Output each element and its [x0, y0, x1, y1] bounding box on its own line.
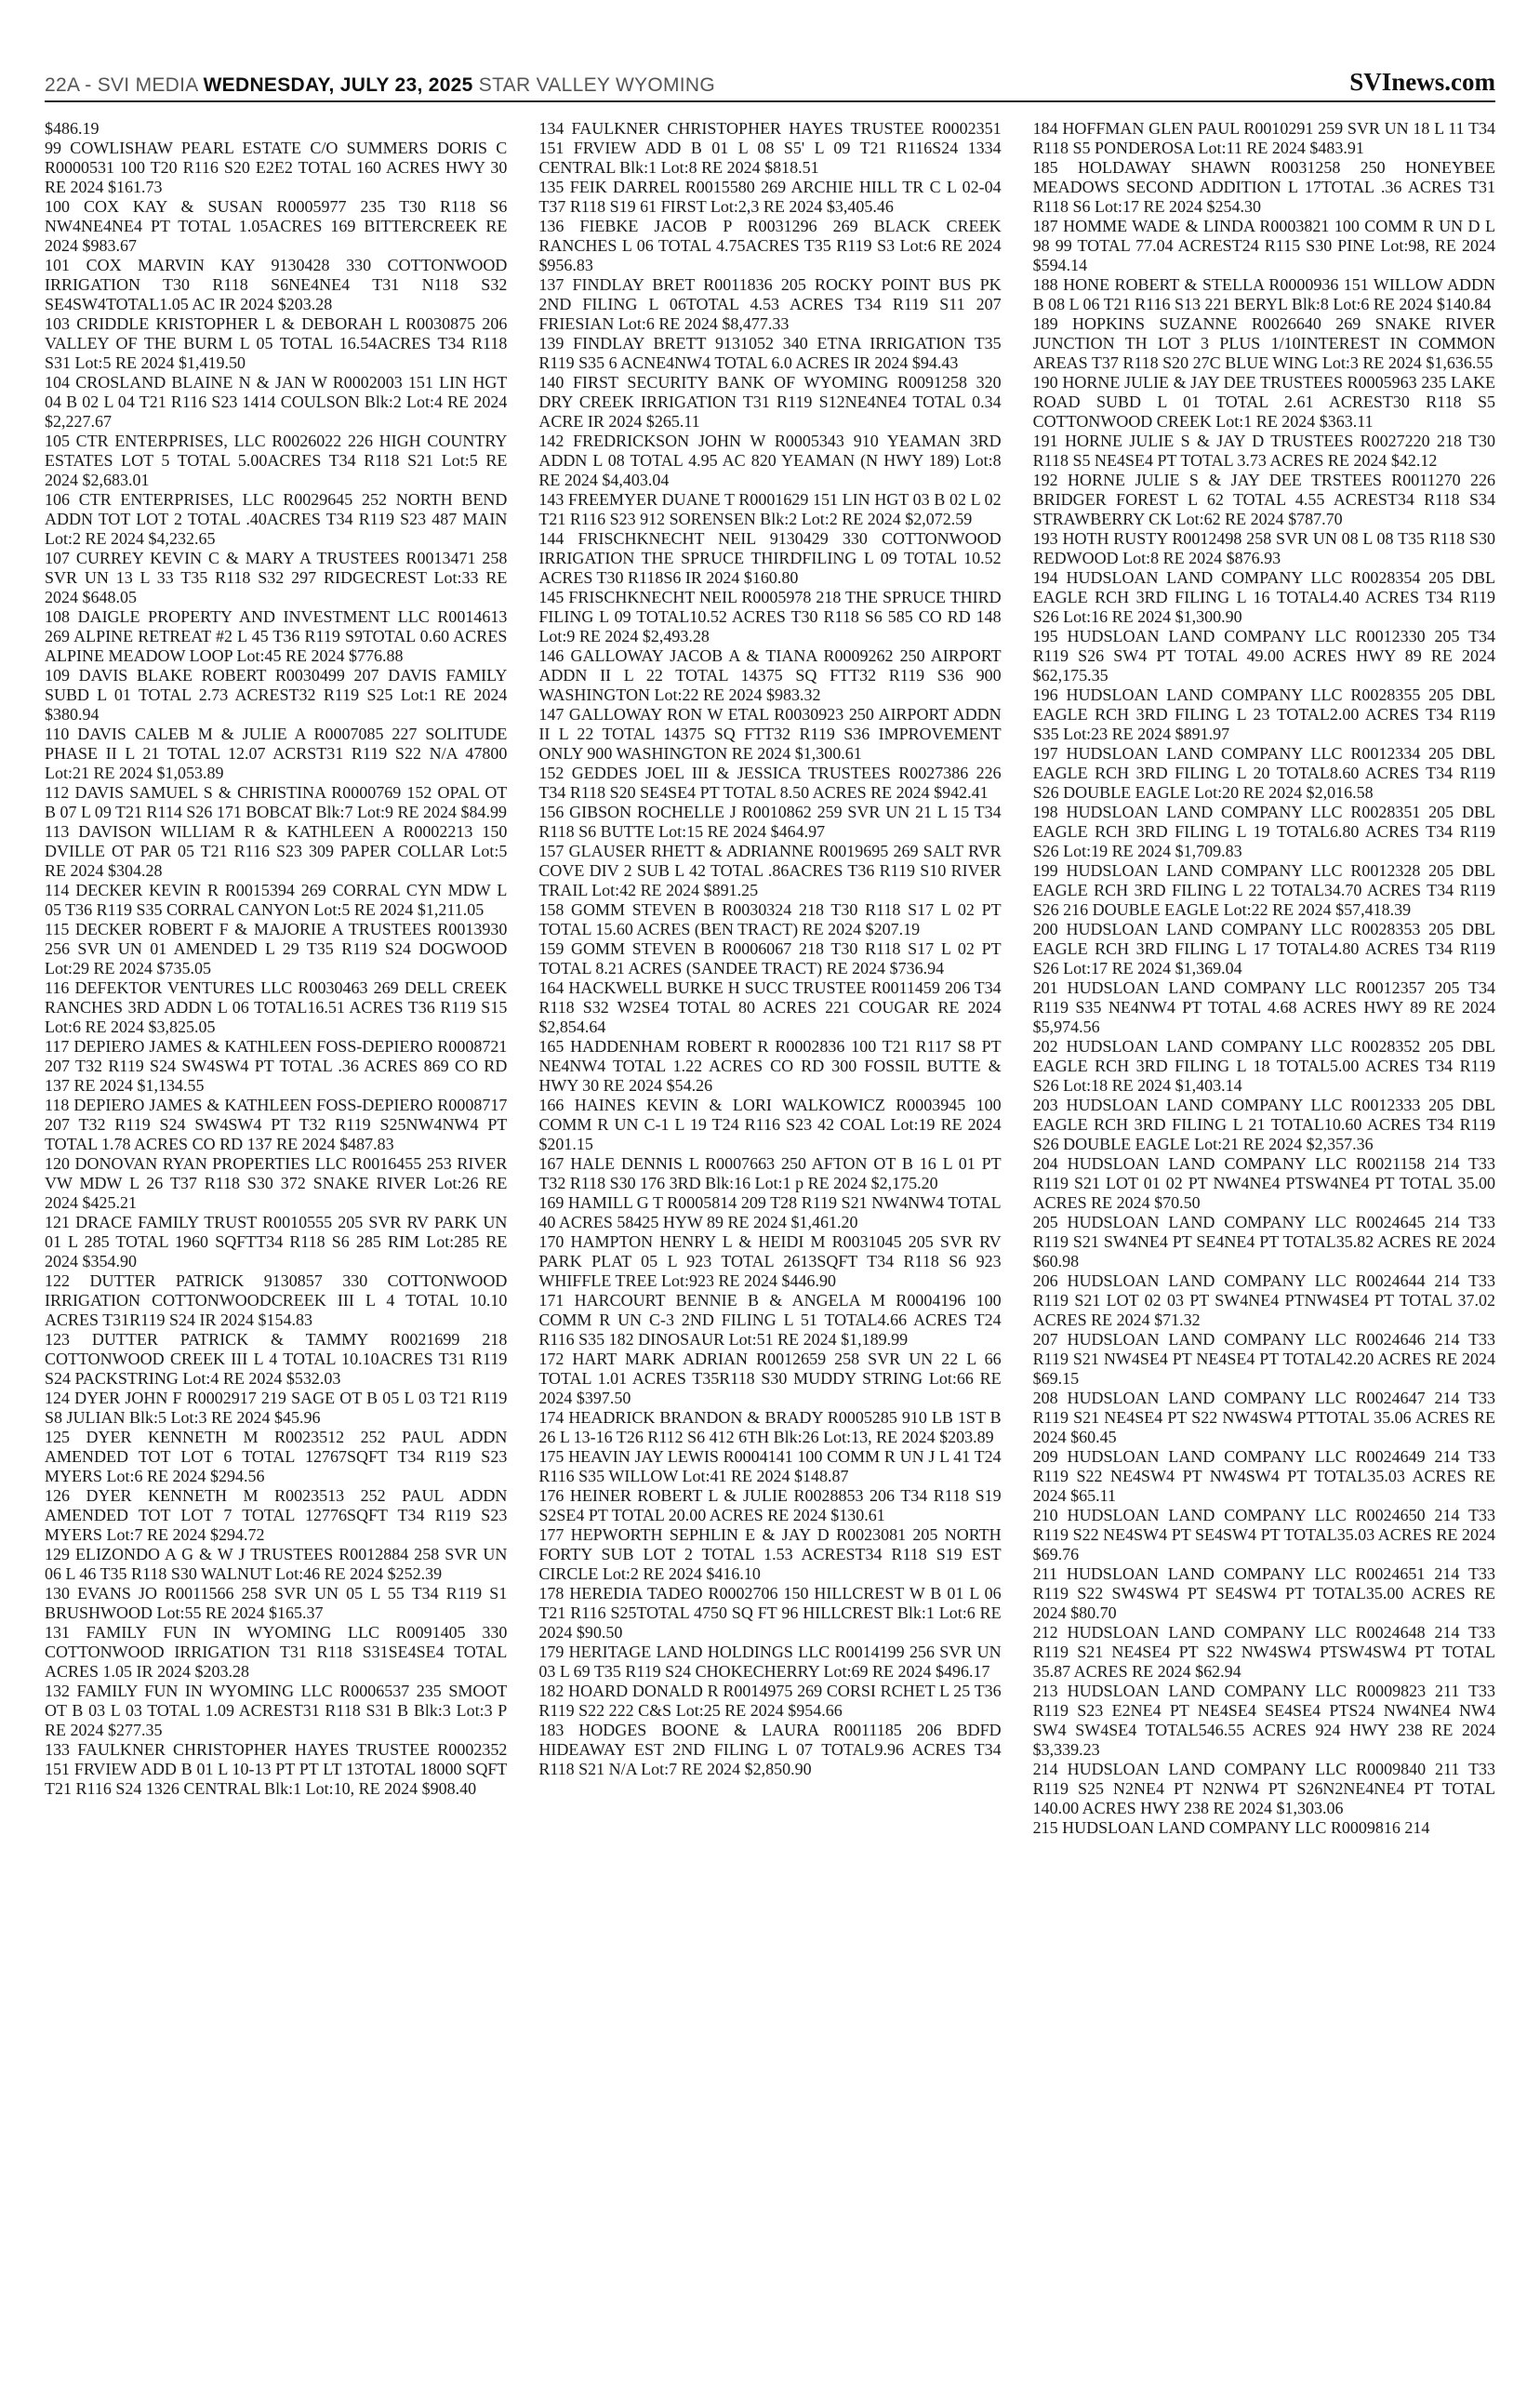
tax-listing-entry: 204 HUDSLOAN LAND COMPANY LLC R0021158 214 T33 R119 S21 LOT 01 02 PT NW4NE4 PTSW4NE4 PT TOTAL 35.00 ACRES RE 2024 $70.50: [1032, 1154, 1495, 1212]
header-dateline: 22A - SVI MEDIA WEDNESDAY, JULY 23, 2025 STAR VALLEY WYOMING: [45, 74, 716, 96]
tax-listing-entry: 209 HUDSLOAN LAND COMPANY LLC R0024649 214 T33 R119 S22 NE4SW4 PT NW4SW4 PT TOTAL35.03 ACRES RE 2024 $65.11: [1032, 1447, 1495, 1505]
tax-listing-entry: 122 DUTTER PATRICK 9130857 330 COTTONWOOD IRRIGATION COTTONWOODCREEK III L 4 TOTAL 10.10 ACRES T31R119 S24 IR 2024 $154.83: [45, 1271, 508, 1329]
tax-listing-entry: 108 DAIGLE PROPERTY AND INVESTMENT LLC R0014613 269 ALPINE RETREAT #2 L 45 T36 R119 S9TOTAL 0.60 ACRES ALPINE MEADOW LOOP Lot:45 RE 2024 $776.88: [45, 607, 508, 665]
tax-listing-entry: 203 HUDSLOAN LAND COMPANY LLC R0012333 205 DBL EAGLE RCH 3RD FILING L 21 TOTAL10.60 ACRES T34 R119 S26 DOUBLE EAGLE Lot:21 RE 2024 $2,357.36: [1032, 1096, 1495, 1153]
tax-listing-entry: 113 DAVISON WILLIAM R & KATHLEEN A R0002213 150 DVILLE OT PAR 05 T21 R116 S23 309 PAPER COLLAR Lot:5 RE 2024 $304.28: [45, 822, 508, 880]
tax-listing-entry: 192 HORNE JULIE S & JAY DEE TRSTEES R0011270 226 BRIDGER FOREST L 62 TOTAL 4.55 ACREST34 R118 S34 STRAWBERRY CK Lot:62 RE 2024 $787.70: [1032, 471, 1495, 528]
site-name[interactable]: SVInews.com: [1349, 68, 1495, 96]
tax-listing-entry: 178 HEREDIA TADEO R0002706 150 HILLCREST W B 01 L 06 T21 R116 S25TOTAL 4750 SQ FT 96 HILLCREST Blk:1 Lot:6 RE 2024 $90.50: [538, 1584, 1002, 1642]
tax-listing-entry: 133 FAULKNER CHRISTOPHER HAYES TRUSTEE R0002352 151 FRVIEW ADD B 01 L 10-13 PT PT LT 13TOTAL 18000 SQFT T21 R116 S24 1326 CENTRAL Blk:1 Lot:10, RE 2024 $908.40: [45, 1740, 508, 1798]
tax-listing-entry: 174 HEADRICK BRANDON & BRADY R0005285 910 LB 1ST B 26 L 13-16 T26 R112 S6 412 6TH Blk:26 Lot:13, RE 2024 $203.89: [538, 1408, 1002, 1446]
tax-listing-entry: 200 HUDSLOAN LAND COMPANY LLC R0028353 205 DBL EAGLE RCH 3RD FILING L 17 TOTAL4.80 ACRES T34 R119 S26 Lot:17 RE 2024 $1,369.04: [1032, 920, 1495, 978]
tax-listing-entry: 167 HALE DENNIS L R0007663 250 AFTON OT B 16 L 01 PT T32 R118 S30 176 3RD Blk:16 Lot:1 p RE 2024 $2,175.20: [538, 1154, 1002, 1192]
tax-listing-entry: 156 GIBSON ROCHELLE J R0010862 259 SVR UN 21 L 15 T34 R118 S6 BUTTE Lot:15 RE 2024 $464.97: [538, 803, 1002, 841]
tax-listing-entry: $486.19: [45, 119, 100, 138]
tax-listing-entry: 172 HART MARK ADRIAN R0012659 258 SVR UN 22 L 66 TOTAL 1.01 ACRES T35R118 S30 MUDDY STRING Lot:66 RE 2024 $397.50: [538, 1350, 1002, 1407]
tax-listing-entry: 158 GOMM STEVEN B R0030324 218 T30 R118 S17 L 02 PT TOTAL 15.60 ACRES (BEN TRACT) RE 2024 $207.19: [538, 900, 1002, 938]
tax-listing-entry: 118 DEPIERO JAMES & KATHLEEN FOSS-DEPIERO R0008717 207 T32 R119 S24 SW4SW4 PT T32 R119 S25NW4NW4 PT TOTAL 1.78 ACRES CO RD 137 RE 2024 $487.83: [45, 1096, 508, 1153]
tax-listing-entry: 123 DUTTER PATRICK & TAMMY R0021699 218 COTTONWOOD CREEK III L 4 TOTAL 10.10ACRES T31 R119 S24 PACKSTRING Lot:4 RE 2024 $532.03: [45, 1330, 508, 1388]
tax-listing-entry: 110 DAVIS CALEB M & JULIE A R0007085 227 SOLITUDE PHASE II L 21 TOTAL 12.07 ACRST31 R119 S22 N/A 47800 Lot:21 RE 2024 $1,053.89: [45, 725, 508, 782]
tax-listing-entry: 176 HEINER ROBERT L & JULIE R0028853 206 T34 R118 S19 S2SE4 PT TOTAL 20.00 ACRES RE 2024 $130.61: [538, 1486, 1002, 1524]
paper-name: STAR VALLEY WYOMING: [478, 74, 716, 96]
tax-listing-entry: 112 DAVIS SAMUEL S & CHRISTINA R0000769 152 OPAL OT B 07 L 09 T21 R114 S26 171 BOBCAT Blk:7 Lot:9 RE 2024 $84.99: [45, 783, 508, 821]
tax-listing-entry: 159 GOMM STEVEN B R0006067 218 T30 R118 S17 L 02 PT TOTAL 8.21 ACRES (SANDEE TRACT) RE 2024 $736.94: [538, 939, 1002, 978]
tax-listing-entry: 215 HUDSLOAN LAND COMPANY LLC R0009816 214: [1032, 1818, 1430, 1837]
tax-listing-entry: 126 DYER KENNETH M R0023513 252 PAUL ADDN AMENDED TOT LOT 7 TOTAL 12776SQFT T34 R119 S23 MYERS Lot:7 RE 2024 $294.72: [45, 1486, 508, 1544]
tax-listing-entry: 195 HUDSLOAN LAND COMPANY LLC R0012330 205 T34 R119 S26 SW4 PT TOTAL 49.00 ACRES HWY 89 RE 2024 $62,175.35: [1032, 627, 1495, 685]
tax-listing-entry: 188 HONE ROBERT & STELLA R0000936 151 WILLOW ADDN B 08 L 06 T21 R116 S13 221 BERYL Blk:8 Lot:6 RE 2024 $140.84: [1032, 275, 1495, 313]
tax-listing-entry: 131 FAMILY FUN IN WYOMING LLC R0091405 330 COTTONWOOD IRRIGATION T31 R118 S31SE4SE4 TOTAL ACRES 1.05 IR 2024 $203.28: [45, 1623, 508, 1681]
tax-listing-entry: 165 HADDENHAM ROBERT R R0002836 100 T21 R117 S8 PT NE4NW4 TOTAL 1.22 ACRES CO RD 300 FOSSIL BUTTE & HWY 30 RE 2024 $54.26: [538, 1037, 1002, 1095]
tax-listing-entry: 135 FEIK DARREL R0015580 269 ARCHIE HILL TR C L 02-04 T37 R118 S19 61 FIRST Lot:2,3 RE 2024 $3,405.46: [538, 178, 1002, 216]
tax-listing-entry: 197 HUDSLOAN LAND COMPANY LLC R0012334 205 DBL EAGLE RCH 3RD FILING L 20 TOTAL8.60 ACRES T34 R119 S26 DOUBLE EAGLE Lot:20 RE 2024 $2,016.58: [1032, 744, 1495, 802]
tax-listing-entry: 152 GEDDES JOEL III & JESSICA TRUSTEES R0027386 226 T34 R118 S20 SE4SE4 PT TOTAL 8.50 ACRES RE 2024 $942.41: [538, 764, 1002, 802]
legal-notice-columns: [45, 119, 1495, 2351]
tax-listing-entry: 212 HUDSLOAN LAND COMPANY LLC R0024648 214 T33 R119 S21 NE4SE4 PT S22 NW4SW4 PTSW4SW4 PT TOTAL 35.87 ACRES RE 2024 $62.94: [1032, 1623, 1495, 1681]
page-number: 22A: [45, 74, 80, 96]
tax-listing-entry: 130 EVANS JO R0011566 258 SVR UN 05 L 55 T34 R119 S1 BRUSHWOOD Lot:55 RE 2024 $165.37: [45, 1584, 508, 1622]
tax-listing-entry: 143 FREEMYER DUANE T R0001629 151 LIN HGT 03 B 02 L 02 T21 R116 S23 912 SORENSEN Blk:2 Lot:2 RE 2024 $2,072.59: [538, 490, 1002, 528]
tax-listing-entry: 132 FAMILY FUN IN WYOMING LLC R0006537 235 SMOOT OT B 03 L 03 TOTAL 1.09 ACREST31 R118 S31 B Blk:3 Lot:3 P RE 2024 $277.35: [45, 1682, 508, 1739]
tax-listing-entry: 139 FINDLAY BRETT 9131052 340 ETNA IRRIGATION T35 R119 S35 6 ACNE4NW4 TOTAL 6.0 ACRES IR 2024 $94.43: [538, 334, 1002, 372]
tax-listing-entry: 171 HARCOURT BENNIE B & ANGELA M R0004196 100 COMM R UN C-3 2ND FILING L 51 TOTAL4.66 ACRES T24 R116 S35 182 DINOSAUR Lot:51 RE 2024 $1,189.99: [538, 1291, 1002, 1349]
tax-listing-entry: 109 DAVIS BLAKE ROBERT R0030499 207 DAVIS FAMILY SUBD L 01 TOTAL 2.73 ACREST32 R119 S25 Lot:1 RE 2024 $380.94: [45, 666, 508, 724]
tax-listing-entry: 144 FRISCHKNECHT NEIL 9130429 330 COTTONWOOD IRRIGATION THE SPRUCE THIRDFILING L 09 TOTAL 10.52 ACRES T30 R118S6 IR 2024 $160.80: [538, 529, 1002, 587]
tax-listing-entry: 184 HOFFMAN GLEN PAUL R0010291 259 SVR UN 18 L 11 T34 R118 S5 PONDEROSA Lot:11 RE 2024 $483.91: [1032, 119, 1495, 157]
tax-listing-entry: 137 FINDLAY BRET R0011836 205 ROCKY POINT BUS PK 2ND FILING L 06TOTAL 4.53 ACRES T34 R119 S11 207 FRIESIAN Lot:6 RE 2024 $8,477.33: [538, 275, 1002, 333]
tax-listing-entry: 164 HACKWELL BURKE H SUCC TRUSTEE R0011459 206 T34 R118 S32 W2SE4 TOTAL 80 ACRES 221 COUGAR RE 2024 $2,854.64: [538, 978, 1002, 1036]
tax-listing-entry: 157 GLAUSER RHETT & ADRIANNE R0019695 269 SALT RVR COVE DIV 2 SUB L 42 TOTAL .86ACRES T36 R119 S10 RIVER TRAIL Lot:42 RE 2024 $891.25: [538, 842, 1002, 899]
tax-listing-entry: 205 HUDSLOAN LAND COMPANY LLC R0024645 214 T33 R119 S21 SW4NE4 PT SE4NE4 PT TOTAL35.82 ACRES RE 2024 $60.98: [1032, 1213, 1495, 1270]
tax-listing-entry: 185 HOLDAWAY SHAWN R0031258 250 HONEYBEE MEADOWS SECOND ADDITION L 17TOTAL .36 ACRES T31 R118 S6 Lot:17 RE 2024 $254.30: [1032, 158, 1495, 216]
tax-listing-entry: 129 ELIZONDO A G & W J TRUSTEES R0012884 258 SVR UN 06 L 46 T35 R118 S30 WALNUT Lot:46 RE 2024 $252.39: [45, 1545, 508, 1583]
tax-listing-entry: 211 HUDSLOAN LAND COMPANY LLC R0024651 214 T33 R119 S22 SW4SW4 PT SE4SW4 PT TOTAL35.00 ACRES RE 2024 $80.70: [1032, 1564, 1495, 1622]
tax-listing-entry: 193 HOTH RUSTY R0012498 258 SVR UN 08 L 08 T35 R118 S30 REDWOOD Lot:8 RE 2024 $876.93: [1032, 529, 1495, 567]
tax-listing-entry: 104 CROSLAND BLAINE N & JAN W R0002003 151 LIN HGT 04 B 02 L 04 T21 R116 S23 1414 COULSON Blk:2 Lot:4 RE 2024 $2,227.67: [45, 373, 508, 431]
tax-listing-entry: 189 HOPKINS SUZANNE R0026640 269 SNAKE RIVER JUNCTION TH LOT 3 PLUS 1/10INTEREST IN COMMON AREAS T37 R118 S20 27C BLUE WING Lot:3 RE 2024 $1,636.55: [1032, 314, 1495, 372]
column-3: [1033, 119, 1495, 2351]
tax-listing-entry: 199 HUDSLOAN LAND COMPANY LLC R0012328 205 DBL EAGLE RCH 3RD FILING L 22 TOTAL34.70 ACRES T34 R119 S26 216 DOUBLE EAGLE Lot:22 RE 2024 $57,418.39: [1032, 861, 1495, 919]
tax-listing-entry: 196 HUDSLOAN LAND COMPANY LLC R0028355 205 DBL EAGLE RCH 3RD FILING L 23 TOTAL2.00 ACRES T34 R119 S35 Lot:23 RE 2024 $891.97: [1032, 685, 1495, 743]
tax-listing-entry: 147 GALLOWAY RON W ETAL R0030923 250 AIRPORT ADDN II L 22 TOTAL 14375 SQ FTT32 R119 S36 IMPROVEMENT ONLY 900 WASHINGTON RE 2024 $1,300.61: [538, 705, 1002, 763]
tax-listing-entry: 106 CTR ENTERPRISES, LLC R0029645 252 NORTH BEND ADDN TOT LOT 2 TOTAL .40ACRES T34 R119 S23 487 MAIN Lot:2 RE 2024 $4,232.65: [45, 490, 508, 548]
tax-listing-entry: 134 FAULKNER CHRISTOPHER HAYES TRUSTEE R0002351 151 FRVIEW ADD B 01 L 08 S5' L 09 T21 R116S24 1334 CENTRAL Blk:1 Lot:8 RE 2024 $818.51: [538, 119, 1002, 177]
tax-listing-entry: 117 DEPIERO JAMES & KATHLEEN FOSS-DEPIERO R0008721 207 T32 R119 S24 SW4SW4 PT TOTAL .36 ACRES 869 CO RD 137 RE 2024 $1,134.55: [45, 1037, 508, 1095]
tax-listing-entry: 145 FRISCHKNECHT NEIL R0005978 218 THE SPRUCE THIRD FILING L 09 TOTAL10.52 ACRES T30 R118 S6 585 CO RD 148 Lot:9 RE 2024 $2,493.28: [538, 588, 1002, 645]
tax-listing-entry: 191 HORNE JULIE S & JAY D TRUSTEES R0027220 218 T30 R118 S5 NE4SE4 PT TOTAL 3.73 ACRES RE 2024 $42.12: [1032, 432, 1495, 470]
column-1: [45, 119, 507, 2351]
tax-listing-entry: 208 HUDSLOAN LAND COMPANY LLC R0024647 214 T33 R119 S21 NE4SE4 PT S22 NW4SW4 PTTOTAL 35.06 ACRES RE 2024 $60.45: [1032, 1389, 1495, 1446]
tax-listing-entry: 182 HOARD DONALD R R0014975 269 CORSI RCHET L 25 T36 R119 S22 222 C&S Lot:25 RE 2024 $954.66: [538, 1682, 1002, 1720]
tax-listing-entry: 105 CTR ENTERPRISES, LLC R0026022 226 HIGH COUNTRY ESTATES LOT 5 TOTAL 5.00ACRES T34 R118 S21 Lot:5 RE 2024 $2,683.01: [45, 432, 508, 489]
tax-listing-entry: 121 DRACE FAMILY TRUST R0010555 205 SVR RV PARK UN 01 L 285 TOTAL 1960 SQFTT34 R118 S6 285 RIM Lot:285 RE 2024 $354.90: [45, 1213, 508, 1270]
tax-listing-entry: 210 HUDSLOAN LAND COMPANY LLC R0024650 214 T33 R119 S22 NE4SW4 PT SE4SW4 PT TOTAL35.03 ACRES RE 2024 $69.76: [1032, 1506, 1495, 1563]
page-header: [45, 65, 1495, 102]
tax-listing-entry: 177 HEPWORTH SEPHLIN E & JAY D R0023081 205 NORTH FORTY SUB LOT 2 TOTAL 1.53 ACREST34 R118 S19 EST CIRCLE Lot:2 RE 2024 $416.10: [538, 1525, 1002, 1583]
column-2: [538, 119, 1001, 2351]
tax-listing-entry: 107 CURREY KEVIN C & MARY A TRUSTEES R0013471 258 SVR UN 13 L 33 T35 R118 S32 297 RIDGECREST Lot:33 RE 2024 $648.05: [45, 549, 508, 606]
tax-listing-entry: 142 FREDRICKSON JOHN W R0005343 910 YEAMAN 3RD ADDN L 08 TOTAL 4.95 AC 820 YEAMAN (N HWY 189) Lot:8 RE 2024 $4,403.04: [538, 432, 1002, 489]
tax-listing-entry: 99 COWLISHAW PEARL ESTATE C/O SUMMERS DORIS C R0000531 100 T20 R116 S20 E2E2 TOTAL 160 ACRES HWY 30 RE 2024 $161.73: [45, 139, 508, 196]
tax-listing-entry: 187 HOMME WADE & LINDA R0003821 100 COMM R UN D L 98 99 TOTAL 77.04 ACREST24 R115 S30 PINE Lot:98, RE 2024 $594.14: [1032, 217, 1495, 274]
tax-listing-entry: 120 DONOVAN RYAN PROPERTIES LLC R0016455 253 RIVER VW MDW L 26 T37 R118 S30 372 SNAKE RIVER Lot:26 RE 2024 $425.21: [45, 1154, 508, 1212]
tax-listing-entry: 206 HUDSLOAN LAND COMPANY LLC R0024644 214 T33 R119 S21 LOT 02 03 PT SW4NE4 PTNW4SE4 PT TOTAL 37.02 ACRES RE 2024 $71.32: [1032, 1271, 1495, 1329]
tax-listing-entry: 194 HUDSLOAN LAND COMPANY LLC R0028354 205 DBL EAGLE RCH 3RD FILING L 16 TOTAL4.40 ACRES T34 R119 S26 Lot:16 RE 2024 $1,300.90: [1032, 568, 1495, 626]
tax-listing-entry: 125 DYER KENNETH M R0023512 252 PAUL ADDN AMENDED TOT LOT 6 TOTAL 12767SQFT T34 R119 S23 MYERS Lot:6 RE 2024 $294.56: [45, 1428, 508, 1485]
tax-listing-entry: 170 HAMPTON HENRY L & HEIDI M R0031045 205 SVR RV PARK PLAT 05 L 923 TOTAL 2613SQFT T34 R118 S6 923 WHIFFLE TREE Lot:923 RE 2024 $446.90: [538, 1232, 1002, 1290]
tax-listing-entry: 179 HERITAGE LAND HOLDINGS LLC R0014199 256 SVR UN 03 L 69 T35 R119 S24 CHOKECHERRY Lot:69 RE 2024 $496.17: [538, 1643, 1002, 1681]
issue-date: WEDNESDAY, JULY 23, 2025: [203, 74, 473, 96]
tax-listing-entry: 190 HORNE JULIE & JAY DEE TRUSTEES R0005963 235 LAKE ROAD SUBD L 01 TOTAL 2.61 ACREST30 R118 S5 COTTONWOOD CREEK Lot:1 RE 2024 $363.11: [1032, 373, 1495, 431]
tax-listing-entry: 201 HUDSLOAN LAND COMPANY LLC R0012357 205 T34 R119 S35 NE4NW4 PT TOTAL 4.68 ACRES HWY 89 RE 2024 $5,974.56: [1032, 978, 1495, 1036]
tax-listing-entry: 213 HUDSLOAN LAND COMPANY LLC R0009823 211 T33 R119 S23 E2NE4 PT NE4SE4 SE4SE4 PTS24 NW4NE4 NW4 SW4 SW4SE4 TOTAL546.55 ACRES 924 HWY 238 RE 2024 $3,339.23: [1032, 1682, 1495, 1759]
tax-listing-entry: 136 FIEBKE JACOB P R0031296 269 BLACK CREEK RANCHES L 06 TOTAL 4.75ACRES T35 R119 S3 Lot:6 RE 2024 $956.83: [538, 217, 1002, 274]
tax-listing-entry: 214 HUDSLOAN LAND COMPANY LLC R0009840 211 T33 R119 S25 N2NE4 PT N2NW4 PT S26N2NE4NE4 PT TOTAL 140.00 ACRES HWY 238 RE 2024 $1,303.06: [1032, 1760, 1495, 1817]
tax-listing-entry: 169 HAMILL G T R0005814 209 T28 R119 S21 NW4NW4 TOTAL 40 ACRES 58425 HYW 89 RE 2024 $1,461.20: [538, 1193, 1002, 1231]
tax-listing-entry: 116 DEFEKTOR VENTURES LLC R0030463 269 DELL CREEK RANCHES 3RD ADDN L 06 TOTAL16.51 ACRES T36 R119 S15 Lot:6 RE 2024 $3,825.05: [45, 978, 508, 1036]
tax-listing-entry: 202 HUDSLOAN LAND COMPANY LLC R0028352 205 DBL EAGLE RCH 3RD FILING L 18 TOTAL5.00 ACRES T34 R119 S26 Lot:18 RE 2024 $1,403.14: [1032, 1037, 1495, 1095]
tax-listing-entry: 166 HAINES KEVIN & LORI WALKOWICZ R0003945 100 COMM R UN C-1 L 19 T24 R116 S23 42 COAL Lot:19 RE 2024 $201.15: [538, 1096, 1002, 1153]
tax-listing-entry: 207 HUDSLOAN LAND COMPANY LLC R0024646 214 T33 R119 S21 NW4SE4 PT NE4SE4 PT TOTAL42.20 ACRES RE 2024 $69.15: [1032, 1330, 1495, 1388]
tax-listing-entry: 124 DYER JOHN F R0002917 219 SAGE OT B 05 L 03 T21 R119 S8 JULIAN Blk:5 Lot:3 RE 2024 $45.96: [45, 1389, 508, 1427]
tax-listing-entry: 103 CRIDDLE KRISTOPHER L & DEBORAH L R0030875 206 VALLEY OF THE BURM L 05 TOTAL 16.54ACRES T34 R118 S31 Lot:5 RE 2024 $1,419.50: [45, 314, 508, 372]
publisher-name: SVI MEDIA: [97, 74, 198, 96]
tax-listing-entry: 101 COX MARVIN KAY 9130428 330 COTTONWOOD IRRIGATION T30 R118 S6NE4NE4 T31 N118 S32 SE4SW4TOTAL1.05 AC IR 2024 $203.28: [45, 256, 508, 313]
tax-listing-entry: 183 HODGES BOONE & LAURA R0011185 206 BDFD HIDEAWAY EST 2ND FILING L 07 TOTAL9.96 ACRES T34 R118 S21 N/A Lot:7 RE 2024 $2,850.90: [538, 1721, 1002, 1778]
tax-listing-entry: 140 FIRST SECURITY BANK OF WYOMING R0091258 320 DRY CREEK IRRIGATION T31 R119 S12NE4NE4 TOTAL 0.34 ACRE IR 2024 $265.11: [538, 373, 1002, 431]
tax-listing-entry: 175 HEAVIN JAY LEWIS R0004141 100 COMM R UN J L 41 T24 R116 S35 WILLOW Lot:41 RE 2024 $148.87: [538, 1447, 1002, 1485]
tax-listing-entry: 114 DECKER KEVIN R R0015394 269 CORRAL CYN MDW L 05 T36 R119 S35 CORRAL CANYON Lot:5 RE 2024 $1,211.05: [45, 881, 508, 919]
tax-listing-entry: 146 GALLOWAY JACOB A & TIANA R0009262 250 AIRPORT ADDN II L 22 TOTAL 14375 SQ FTT32 R119 S36 900 WASHINGTON Lot:22 RE 2024 $983.32: [538, 646, 1002, 704]
tax-listing-entry: 198 HUDSLOAN LAND COMPANY LLC R0028351 205 DBL EAGLE RCH 3RD FILING L 19 TOTAL6.80 ACRES T34 R119 S26 Lot:19 RE 2024 $1,709.83: [1032, 803, 1495, 860]
tax-listing-entry: 115 DECKER ROBERT F & MAJORIE A TRUSTEES R0013930 256 SVR UN 01 AMENDED L 29 T35 R119 S24 DOGWOOD Lot:29 RE 2024 $735.05: [45, 920, 508, 978]
tax-listing-entry: 100 COX KAY & SUSAN R0005977 235 T30 R118 S6 NW4NE4NE4 PT TOTAL 1.05ACRES 169 BITTERCREEK RE 2024 $983.67: [45, 197, 508, 255]
